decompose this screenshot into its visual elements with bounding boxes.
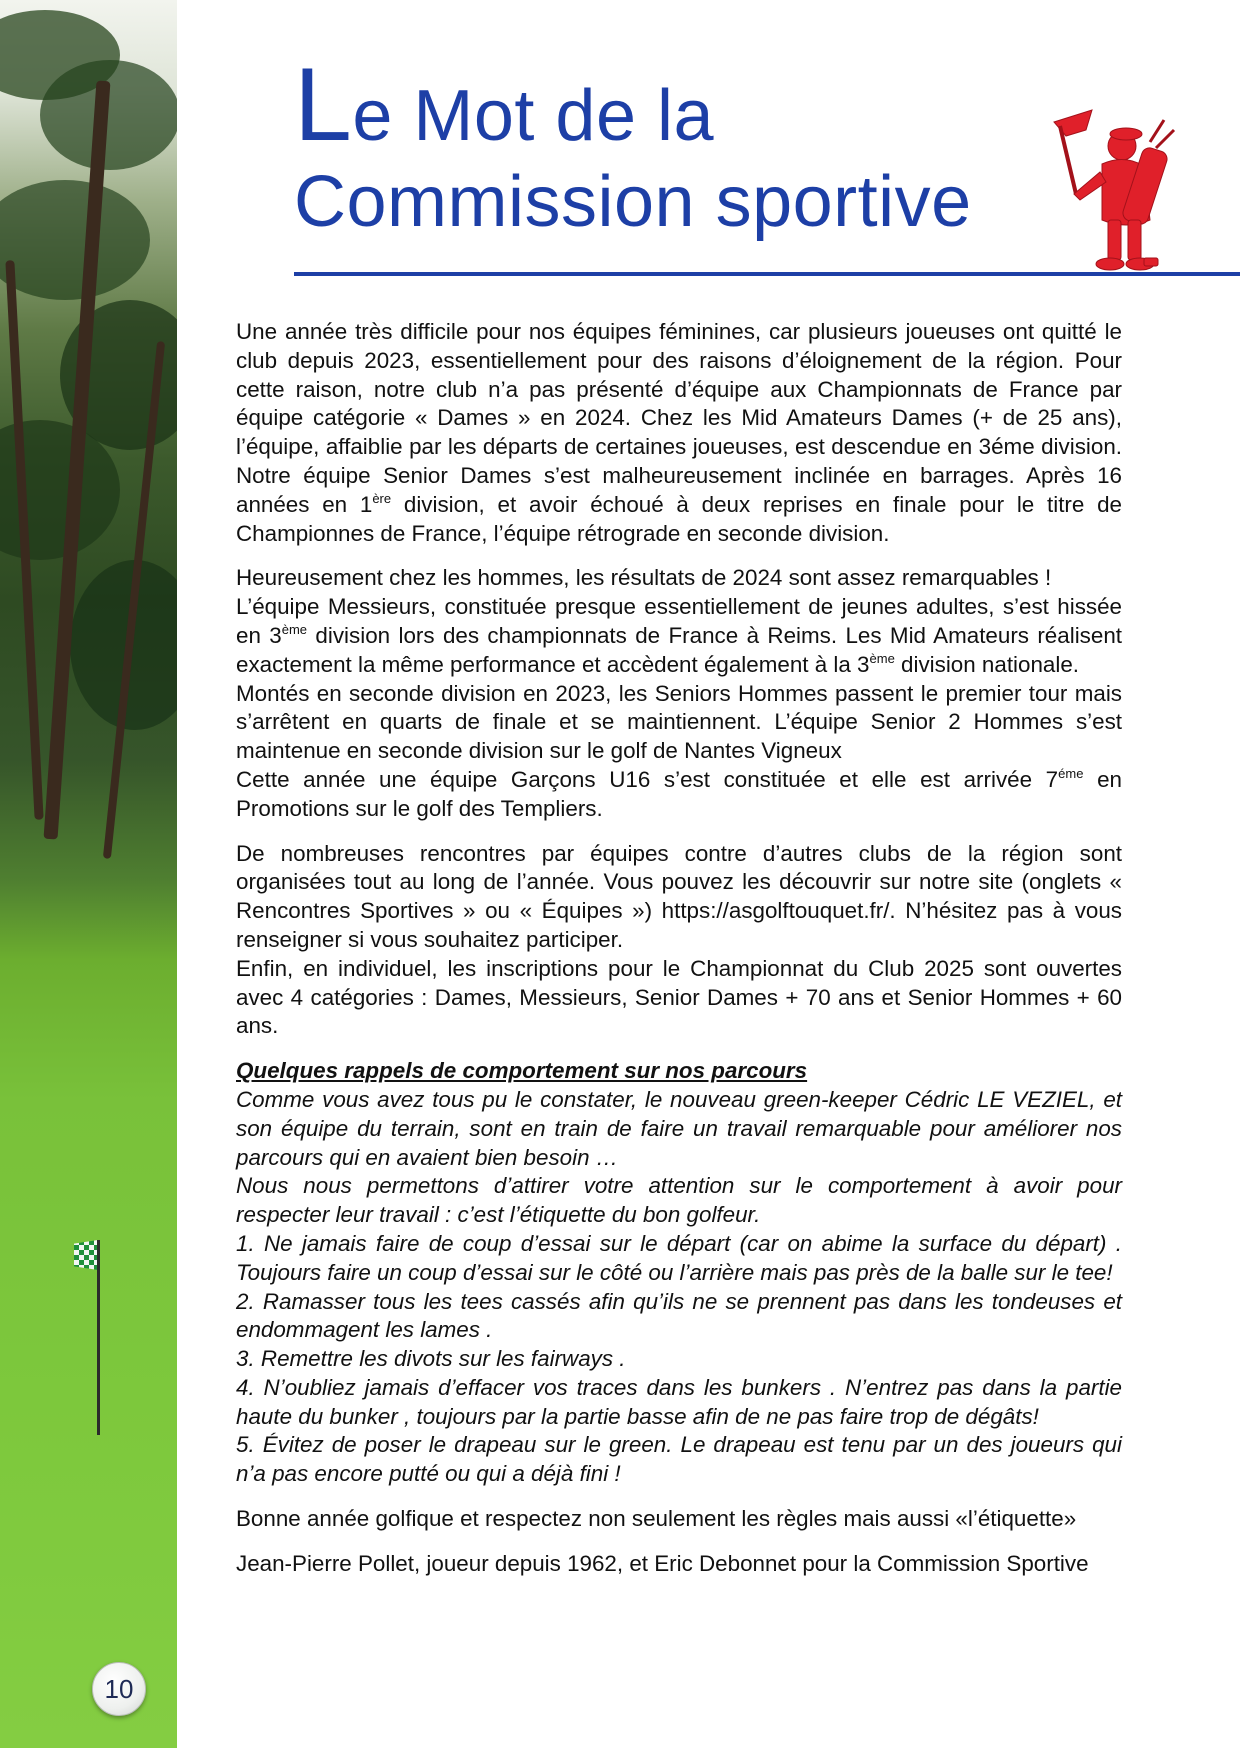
superscript: ère	[372, 490, 392, 506]
page-number: 10	[104, 1673, 134, 1704]
paragraph-hommes	[236, 593, 1122, 679]
rule-3: 3. Remettre les divots sur les fairways .	[236, 1346, 626, 1372]
paragraph-feminines	[236, 318, 1122, 548]
paragraph-rencontres: De nombreuses rencontres par équipes contre d’autres clubs de la région sont organisées tout au long de l’année. Vous pouvez les découvrir sur notre site (onglets « Rencontres Sportives » ou « Équipes ») https://asgolftouquet.fr/. N’hésitez pas à vous renseigner si vous souhaitez participer.	[236, 840, 1122, 952]
golf-flag-icon	[74, 1240, 98, 1270]
superscript: ème	[869, 650, 895, 666]
title-line1: e Mot de la	[352, 76, 715, 156]
rule-5: 5. Évitez de poser le drapeau sur le green. Le drapeau est tenu par un des joueurs qui n’a pas encore putté ou qui a déjà fini !	[236, 1432, 1122, 1487]
golfer-mascot-icon	[1040, 108, 1190, 278]
text-run: L’équipe Messieurs, constituée presque essentiellement de jeunes adultes, s’est hissée en 3	[236, 594, 1122, 648]
rule-4: 4. N’oubliez jamais d’effacer vos traces dans les bunkers . N’entrez pas dans la partie haute du bunker , toujours par la partie basse afin de ne pas faire trop de dégâts!	[236, 1374, 1122, 1429]
closing-line: Bonne année golfique et respectez non seulement les règles mais aussi «l’étiquette»	[236, 1506, 1077, 1532]
text-run: en Promotions sur le golf des Templiers.	[236, 766, 1122, 821]
page-number-golf-ball	[92, 1662, 146, 1716]
title-initial: L	[294, 47, 353, 163]
signature: Jean-Pierre Pollet, joueur depuis 1962, et Eric Debonnet pour la Commission Sportive	[236, 1550, 1089, 1576]
rappels-heading: Quelques rappels de comportement sur nos parcours	[236, 1058, 808, 1084]
superscript: ème	[281, 621, 308, 637]
text-run: division nationale.	[894, 651, 1080, 677]
article-body	[236, 318, 1122, 1579]
rappels-intro-2: Nous nous permettons d’attirer votre attention sur le comportement à avoir pour respecter leur travail : c’est l’étiquette du bon golfeur.	[236, 1173, 1122, 1228]
paragraph-hommes-intro: Heureusement chez les hommes, les résultats de 2024 sont assez remarquables !	[236, 565, 1052, 591]
paragraph-u16	[236, 766, 1122, 824]
text-run: division lors des championnats de France à Reims. Les Mid Amateurs réalisent exactement la même performance et accèdent également à la 3	[236, 622, 1122, 677]
rappels-intro-1: Comme vous avez tous pu le constater, le nouveau green-keeper Cédric LE VEZIEL, et son équipe du terrain, sont en train de faire un travail remarquable pour améliorer nos parcours qui en avaient bien besoin …	[236, 1086, 1122, 1170]
superscript: éme	[1058, 765, 1084, 781]
page-title	[294, 47, 972, 245]
golf-course-photo-strip	[0, 0, 177, 1748]
rule-2: 2. Ramasser tous les tees cassés afin qu’ils ne se prennent pas dans les tondeuses et endommagent les lames .	[236, 1288, 1122, 1343]
text-run: Cette année une équipe Garçons U16 s’est constituée et elle est arrivée 7	[236, 766, 1059, 792]
title-line2: Commission sportive	[294, 162, 972, 242]
text-run: division, et avoir échoué à deux reprises en finale pour le titre de Championnes de France, l’équipe rétrograde en seconde division.	[236, 491, 1122, 546]
text-run: Une année très difficile pour nos équipes féminines, car plusieurs joueuses ont quitté le club depuis 2023, essentiellement pour des raisons d’éloignement de la région. Pour cette raison, notre club n’a pas présenté d’équipe aux Championnats de France par équipe catégorie « Dames » en 2024. Chez les Mid Amateurs Dames (+ de 25 ans), l’équipe, affaiblie par les départs de certaines joueuses, est descendue en 3éme division. Notre équipe Senior Dames s’est malheureusement inclinée en barrages. Après 16 années en 1	[236, 319, 1122, 517]
rule-1: 1. Ne jamais faire de coup d’essai sur le départ (car on abime la surface du départ) . Toujours faire un coup d’essai sur le côté ou l’arrière mais pas près de la balle sur le tee!	[236, 1230, 1122, 1285]
paragraph-championnat: Enfin, en individuel, les inscriptions pour le Championnat du Club 2025 sont ouvertes avec 4 catégories : Dames, Messieurs, Senior Dames + 70 ans et Senior Hommes + 60 ans.	[236, 955, 1122, 1039]
flag-pole	[97, 1240, 100, 1435]
paragraph-seniors: Montés en seconde division en 2023, les Seniors Hommes passent le premier tour mais s’arrêtent en quarts de finale et se maintiennent. L’équipe Senior 2 Hommes s’est maintenue en seconde division sur le golf de Nantes Vigneux	[236, 680, 1122, 764]
